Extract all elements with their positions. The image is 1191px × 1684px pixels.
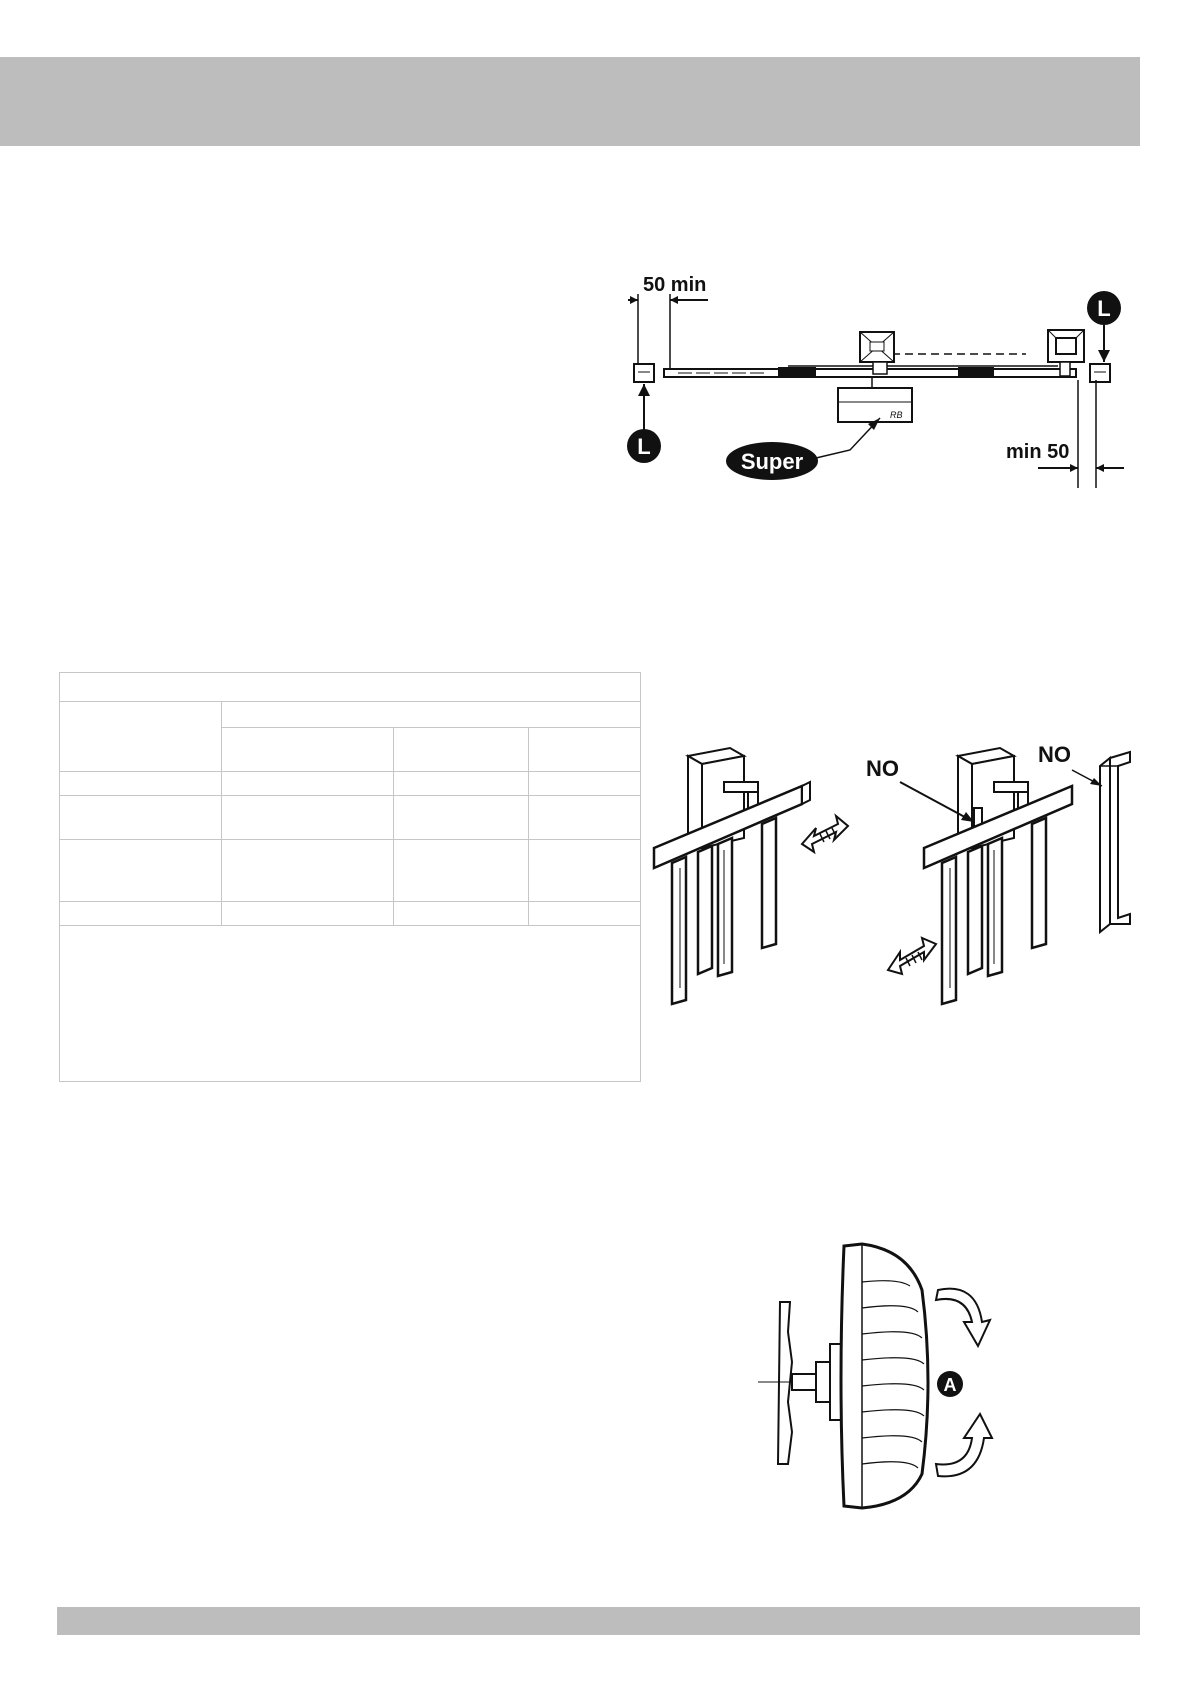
footer-band: [57, 1607, 1140, 1635]
marker-a-label: A: [943, 1375, 957, 1395]
warning-label-profile: NO: [1038, 742, 1071, 767]
warning-label-pin: NO: [866, 756, 899, 781]
double-arrow-icon: [888, 938, 936, 974]
marker-l-right-label: L: [1097, 296, 1111, 321]
marker-l-left-label: L: [637, 434, 651, 459]
channel-profile: [1038, 742, 1130, 932]
dim-label-right: min 50: [1006, 441, 1070, 463]
end-stop-left: [634, 364, 654, 382]
dim-label-left: 50 min: [643, 274, 707, 296]
super-badge-label: Super: [740, 449, 804, 474]
end-stop-right: [1090, 364, 1110, 382]
knob: [841, 1244, 928, 1508]
gate-incorrect: [866, 748, 1072, 1004]
gate-fitting-figure: [652, 738, 1142, 1008]
header-band: [0, 57, 1140, 146]
unit-label: RB: [890, 410, 903, 420]
double-arrow-icon: [802, 816, 848, 852]
rail-layout-figure: [628, 262, 1128, 492]
spec-table: [59, 672, 641, 1082]
gate-correct: [654, 748, 848, 1004]
knob-figure: [758, 1242, 1008, 1510]
